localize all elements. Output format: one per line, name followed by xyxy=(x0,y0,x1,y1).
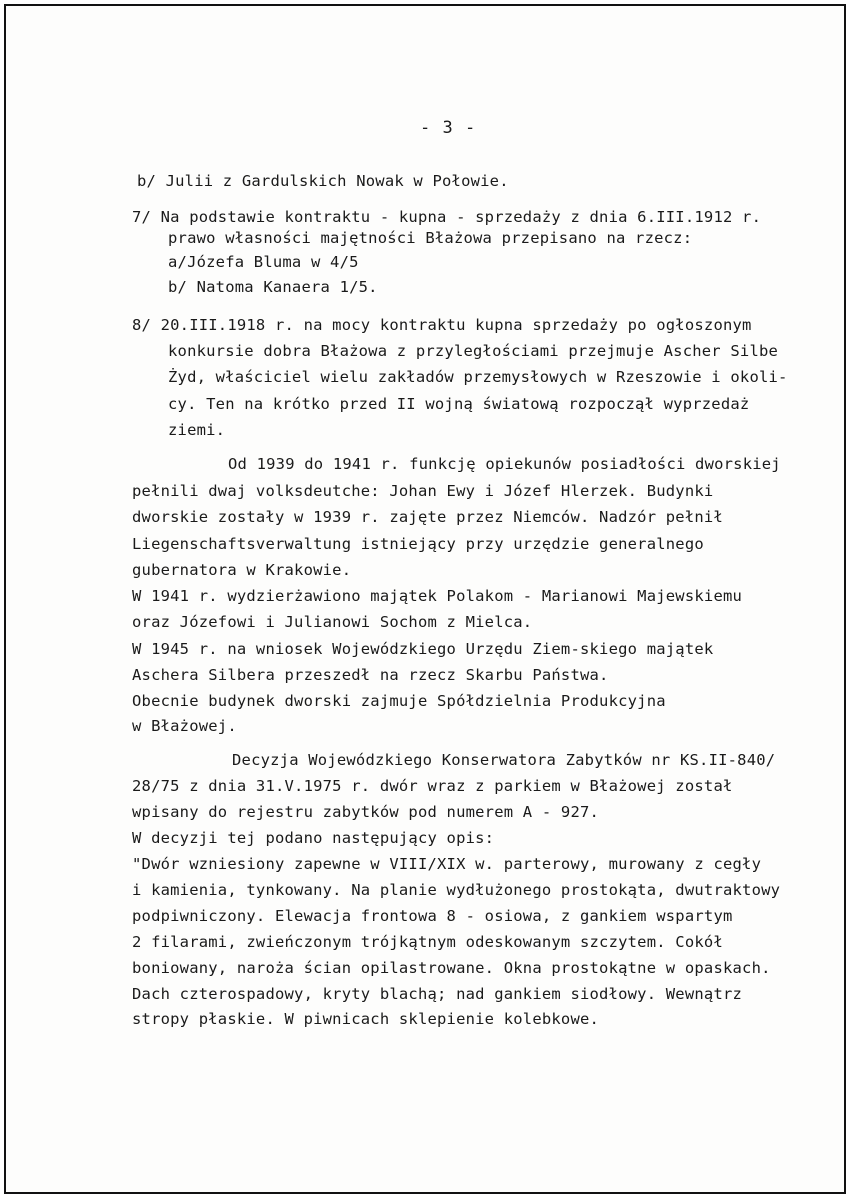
document-page xyxy=(4,4,846,1194)
text-line: konkursie dobra Błażowa z przyległościami przejmuje Ascher Silbe xyxy=(168,342,779,360)
text-line: Decyzja Wojewódzkiego Konserwatora Zabytków nr KS.II-840/ xyxy=(232,751,776,769)
text-line: podpiwniczony. Elewacja frontowa 8 - osiowa, z gankiem wspartym xyxy=(132,907,733,925)
text-line: i kamienia, tynkowany. Na planie wydłużonego prostokąta, dwutraktowy xyxy=(132,881,781,899)
text-line: Żyd, właściciel wielu zakładów przemysłowych w Rzeszowie i okoli- xyxy=(168,368,788,386)
text-line: a/Józefa Bluma w 4/5 xyxy=(168,253,359,271)
text-line: boniowany, naroża ścian opilastrowane. Okna prostokątne w opaskach. xyxy=(132,959,771,977)
text-line: gubernatora w Krakowie. xyxy=(132,561,352,579)
text-line: w Błażowej. xyxy=(132,717,237,735)
text-line: W 1941 r. wydzierżawiono majątek Polakom - Marianowi Majewskiemu xyxy=(132,587,743,605)
text-line: 28/75 z dnia 31.V.1975 r. dwór wraz z parkiem w Błażowej został xyxy=(132,777,733,795)
text-line: Dach czterospadowy, kryty blachą; nad gankiem siodłowy. Wewnątrz xyxy=(132,985,743,1003)
text-line: W decyzji tej podano następujący opis: xyxy=(132,829,495,847)
page-number: - 3 - xyxy=(420,118,477,138)
text-line: Aschera Silbera przeszedł na rzecz Skarbu Państwa. xyxy=(132,666,609,684)
text-line: "Dwór wzniesiony zapewne w VIII/XIX w. parterowy, murowany z cegły xyxy=(132,855,762,873)
text-line: cy. Ten na krótko przed II wojną światową rozpoczął wyprzedaż xyxy=(168,395,750,413)
text-line: oraz Józefowi i Julianowi Sochom z Mielca. xyxy=(132,613,533,631)
text-line: Od 1939 do 1941 r. funkcję opiekunów posiadłości dworskiej xyxy=(228,455,781,473)
text-line: pełnili dwaj volksdeutche: Johan Ewy i Józef Hlerzek. Budynki xyxy=(132,482,714,500)
text-line: prawo własności majętności Błażowa przepisano na rzecz: xyxy=(168,229,693,247)
text-line: b/ Natoma Kanaera 1/5. xyxy=(168,278,378,296)
text-line: 8/ 20.III.1918 r. na mocy kontraktu kupna sprzedaży po ogłoszonym xyxy=(132,316,752,334)
text-line: Liegenschaftsverwaltung istniejący przy urzędzie generalnego xyxy=(132,535,704,553)
text-line: 2 filarami, zwieńczonym trójkątnym odeskowanym szczytem. Cokół xyxy=(132,933,723,951)
text-line: b/ Julii z Gardulskich Nowak w Połowie. xyxy=(137,172,509,190)
text-line: dworskie zostały w 1939 r. zajęte przez Niemców. Nadzór pełnił xyxy=(132,508,723,526)
text-line: wpisany do rejestru zabytków pod numerem A - 927. xyxy=(132,803,600,821)
text-line: ziemi. xyxy=(168,421,226,439)
text-line: W 1945 r. na wniosek Wojewódzkiego Urzędu Ziem-skiego majątek xyxy=(132,640,714,658)
text-line: stropy płaskie. W piwnicach sklepienie kolebkowe. xyxy=(132,1010,600,1028)
text-line: Obecnie budynek dworski zajmuje Spółdzielnia Produkcyjna xyxy=(132,692,666,710)
text-line: 7/ Na podstawie kontraktu - kupna - sprzedaży z dnia 6.III.1912 r. xyxy=(132,208,762,226)
